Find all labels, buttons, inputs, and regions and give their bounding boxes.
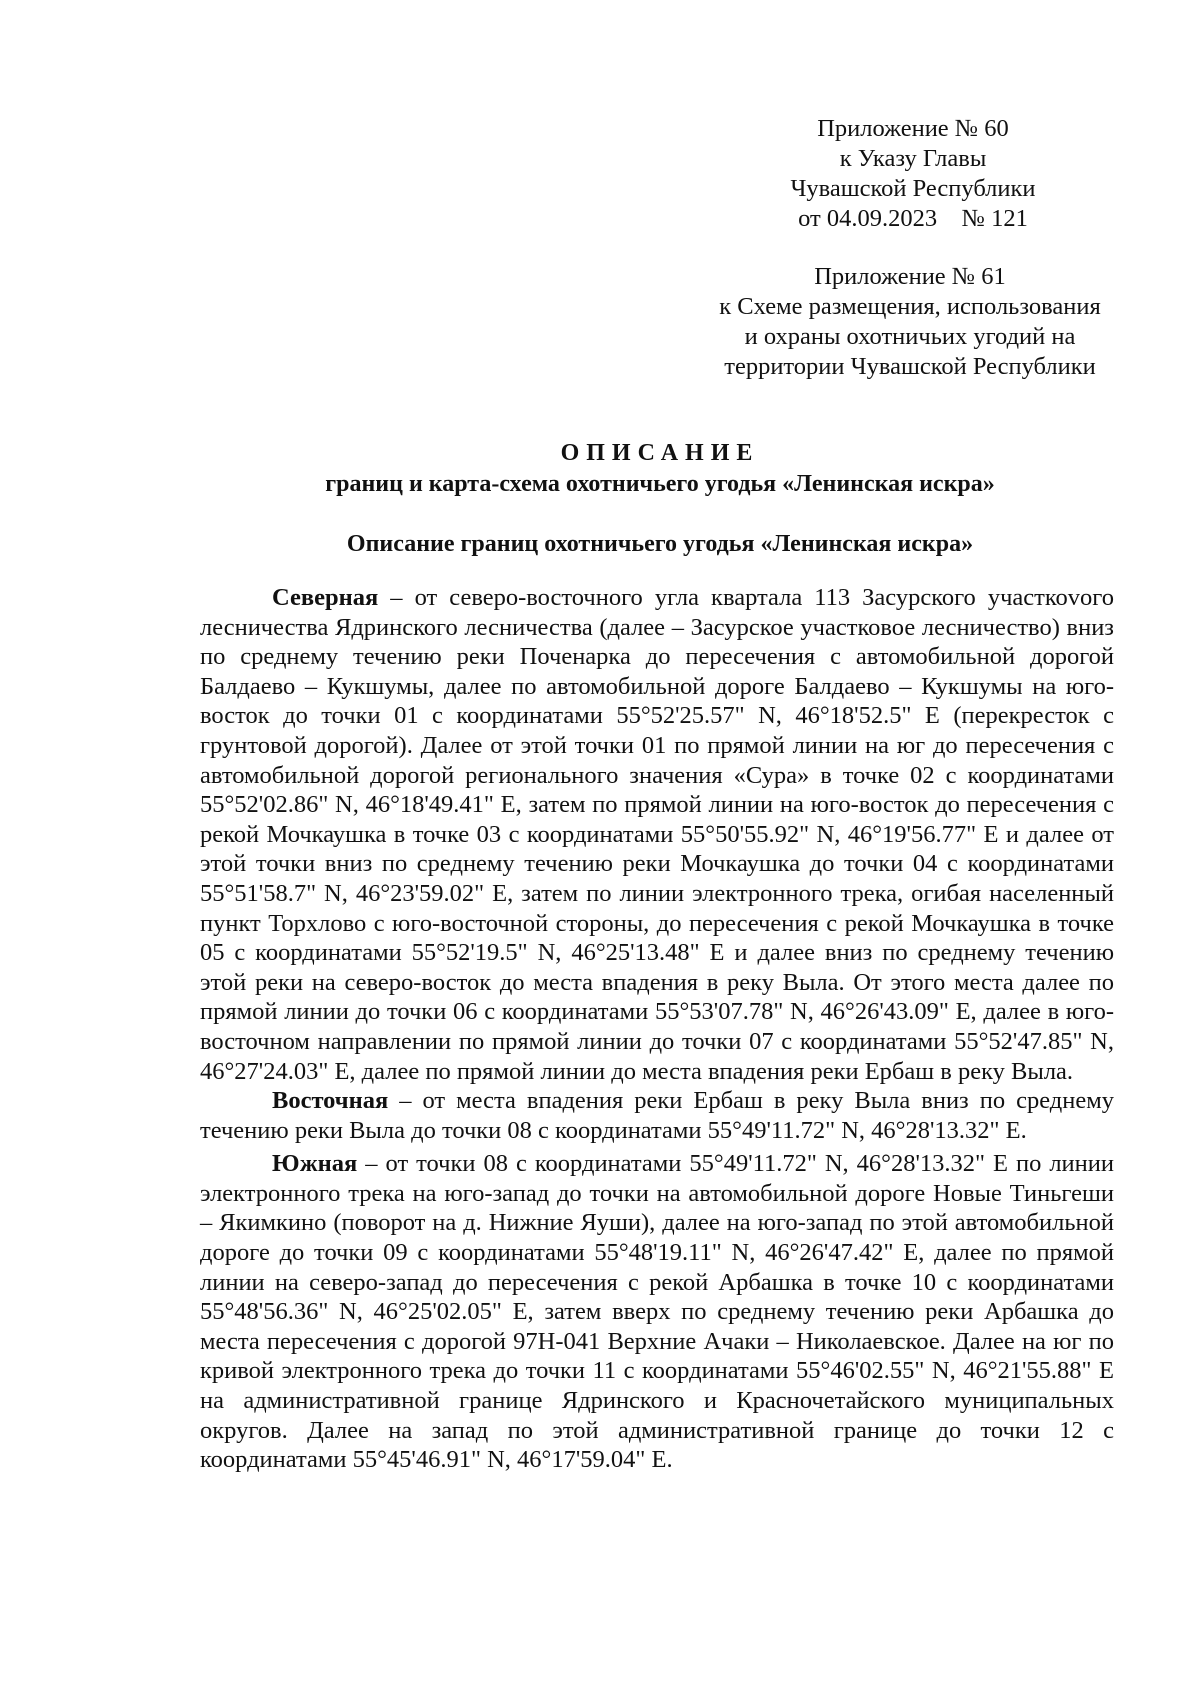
document-subtitle: границ и карта-схема охотничьего угодья «Ленинская искра»: [325, 471, 995, 497]
boundary-label: Северная: [272, 584, 379, 611]
boundary-text: – от северо-восточного угла квартала 113 Засурского участкоvого лесничества Ядринского лесничества (далее – Засурское участковое лесничество) вниз по среднему течению реки Поченарка до пересечения с автомобильной дорогой Балдаево – Кукшумы, далее по автомобильной дороге Балдаево – Кукшумы на юго-восток до точки 01 с координатами 55°52'25.57" N, 46°18'52.5" E (перекресток с грунтовой дорогой). Далее от этой точки 01 по прямой линии на юг до пересечения с автомобильной дорогой регионального значения «Сура» в точке 02 с координатами 55°52'02.86" N, 46°18'49.41" E, затем по прямой линии на юго-восток до пересечения с рекой Мочкаушка в точке 03 с координатами 55°50'55.92" N, 46°19'56.77" E и далее от этой точки вниз по среднему течению реки Мочкаушка до точки 04 с координатами 55°51'58.7" N, 46°23'59.02" E, затем по линии электронного трека, огибая населенный пункт Торхлово с юго-восточной стороны, до пересечения с рекой Мочкаушка в точке 05 с координатами 55°52'19.5" N, 46°25'13.48" E и далее вниз по среднему течению этой реки на северо-восток до места впадения в реку Выла. От этого места далее по прямой линии до точки 06 с координатами 55°53'07.78" N, 46°26'43.09" E, далее в юго-восточном направлении по прямой линии до точки 07 с координатами 55°52'47.85" N, 46°27'24.03" E, далее по прямой линии до места впадения реки Ербаш в реку Выла.: [200, 584, 1114, 1085]
section-heading: Описание границ охотничьего угодья «Ленинская искра»: [346, 531, 974, 557]
appendix-header-decree: [748, 114, 1078, 234]
boundary-paragraph-north: [200, 583, 1114, 1086]
appendix-number: Приложение № 61: [814, 263, 1006, 290]
boundary-label: Восточная: [272, 1087, 389, 1115]
appendix-reference: к Указу Главы: [839, 145, 987, 172]
boundary-paragraph-south: [200, 1149, 1114, 1475]
appendix-authority: Чувашской Республики: [790, 175, 1036, 202]
boundary-text: – от места впадения реки Ербаш в реку Выла вниз по среднему течению реки Выла до точки 08 с координатами 55°49'11.72" N, 46°28'13.32" E.: [200, 1087, 1114, 1144]
appendix-reference: и охраны охотничьих угодий на: [744, 323, 1076, 350]
appendix-header-scheme: [690, 262, 1130, 382]
appendix-reference: территории Чувашской Республики: [724, 353, 1096, 380]
document-title: ОПИСАНИЕ: [560, 440, 760, 466]
boundary-paragraph-east: [200, 1086, 1114, 1145]
appendix-reference: к Схеме размещения, использования: [719, 293, 1101, 320]
boundary-description: [200, 583, 1114, 1475]
appendix-number: Приложение № 60: [817, 115, 1009, 142]
boundary-label: Южная: [272, 1150, 358, 1178]
appendix-date-number: от 04.09.2023 № 121: [798, 205, 1028, 232]
boundary-text: – от точки 08 с координатами 55°49'11.72" N, 46°28'13.32" E по линии электронного трека на юго-запад до точки на автомобильной дороге Новые Тиньгеши – Якимкино (поворот на д. Нижние Яуши), далее на юго-запад по этой автомобильной дороге до точки 09 с координатами 55°48'19.11" N, 46°26'47.42" E, далее по прямой линии на северо-запад до пересечения с рекой Арбашка в точке 10 с координатами 55°48'56.36" N, 46°25'02.05" E, затем вверх по среднему течению реки Арбашка до места пересечения с дорогой 97Н-041 Верхние Ачаки – Николаевское. Далее на юг по кривой электронного трека до точки 11 с координатами 55°46'02.55" N, 46°21'55.88" E на административной границе Ядринского и Красночетайского муниципальных округов. Далее на запад по этой административной границе до точки 12 с координатами 55°45'46.91" N, 46°17'59.04" E.: [200, 1150, 1114, 1474]
